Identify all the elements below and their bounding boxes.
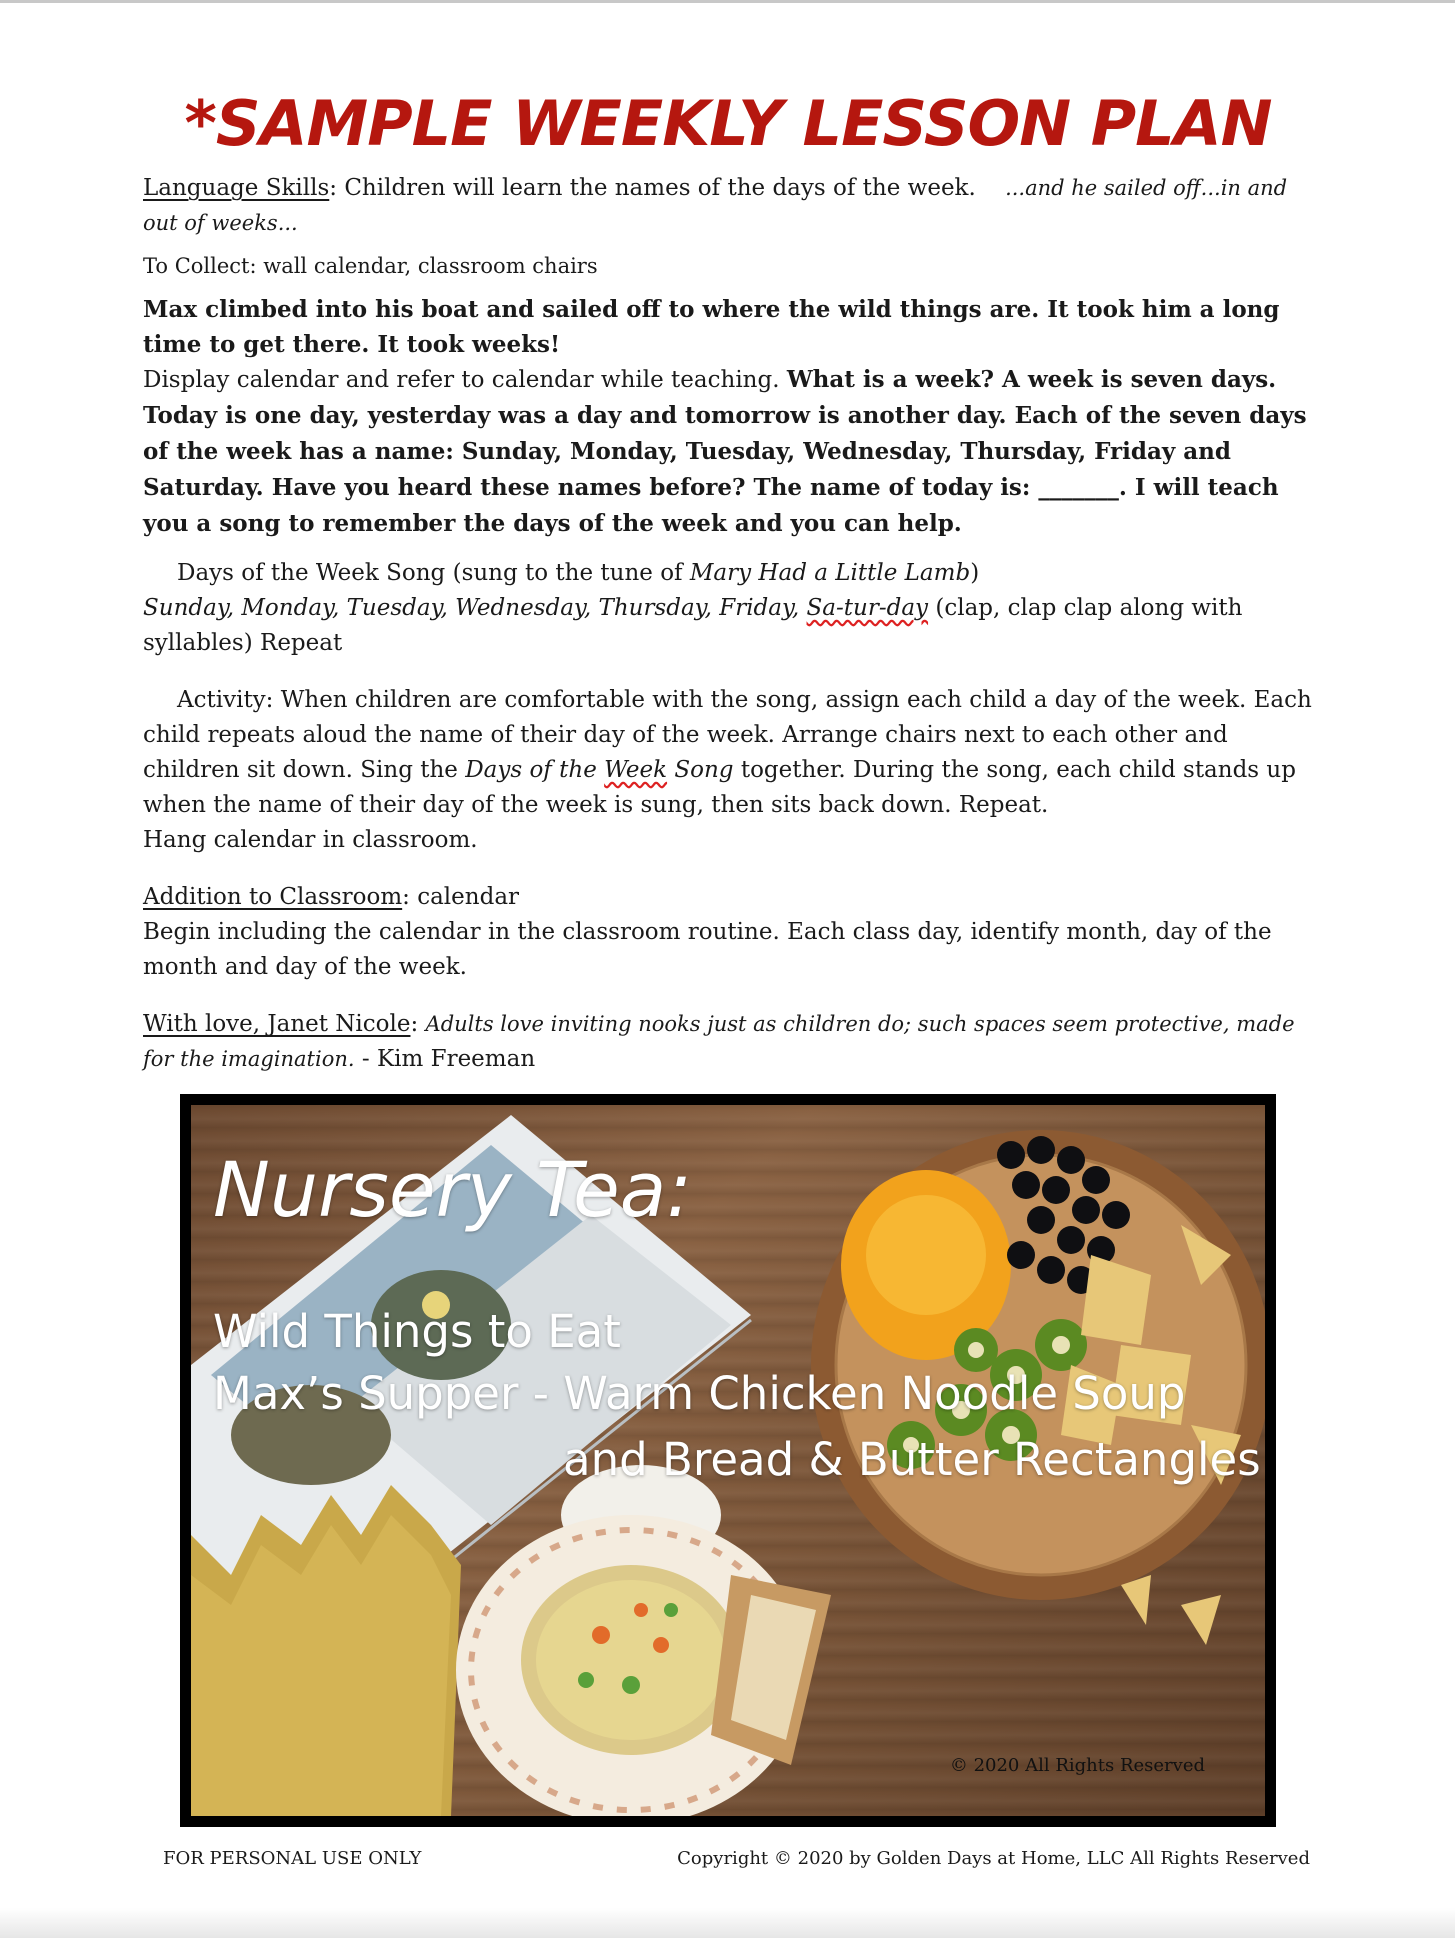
addition-body: Begin including the calendar in the classroom routine. Each class day, identify month, day of the month and day of the week. bbox=[143, 919, 1272, 981]
addition-label: Addition to Classroom bbox=[143, 884, 403, 911]
hang-calendar: Hang calendar in classroom. bbox=[143, 827, 478, 854]
nursery-tea-title: Nursery Tea: bbox=[213, 1145, 692, 1234]
to-collect: To Collect: wall calendar, classroom chairs bbox=[143, 254, 598, 279]
top-border bbox=[0, 0, 1455, 3]
photo-copyright: © 2020 All Rights Reserved bbox=[949, 1755, 1205, 1776]
song-intro-text: Days of the Week Song (sung to the tune of bbox=[177, 560, 690, 587]
lesson-plan-page bbox=[143, 88, 1313, 1077]
footer-copyright: Copyright © 2020 by Golden Days at Home, LLC All Rights Reserved bbox=[677, 1848, 1310, 1869]
song-tail: (clap, clap clap along with syllables) Repeat bbox=[143, 595, 1243, 657]
song-tune: Mary Had a Little Lamb bbox=[689, 560, 971, 587]
song-saturday: Sa-tur-day bbox=[806, 595, 929, 622]
with-love-paragraph bbox=[143, 1007, 1313, 1077]
footer-personal-use: FOR PERSONAL USE ONLY bbox=[163, 1848, 422, 1869]
language-skills-label: Language Skills bbox=[143, 175, 330, 202]
with-love-label: With love, Janet Nicole bbox=[143, 1011, 411, 1038]
bread-butter-line: and Bread & Butter Rectangles bbox=[563, 1433, 1261, 1486]
activity-song-b: Week bbox=[604, 757, 668, 784]
language-skills-quote: ...and he sailed off...in and out of weeks... bbox=[143, 176, 1288, 236]
song-intro-end: ) bbox=[970, 560, 980, 587]
with-love-quote: Adults love inviting nooks just as children do; such spaces seem protective, made for the imagination. bbox=[143, 1012, 1295, 1072]
activity-text-2: together. During the song, each child stands up when the name of their day of the week is sung, then sits back down. Repeat. bbox=[143, 757, 1296, 819]
addition-text: : calendar bbox=[402, 884, 520, 911]
nursery-tea-photo bbox=[180, 1094, 1276, 1827]
display-plain: Display calendar and refer to calendar while teaching. bbox=[143, 367, 787, 394]
song-lyrics bbox=[143, 591, 1313, 661]
activity-paragraph bbox=[143, 683, 1313, 823]
song-days: Sunday, Monday, Tuesday, Wednesday, Thursday, Friday, bbox=[143, 595, 807, 622]
display-bold: What is a week? A week is seven days. Today is one day, yesterday was a day and tomorrow is another day. Each of the seven days of the week has a name: Sunday, Monday, Tuesday, Wednesday, Thursday, Friday and Saturday. Have you heard these names before? The name of today is: _______. I will teach you a song to remember the days of the week and you can help. bbox=[143, 366, 1307, 538]
with-love-colon: : bbox=[410, 1011, 426, 1038]
photo-scene bbox=[191, 1105, 1265, 1816]
activity-text-1: Activity: When children are comfortable with the song, assign each child a day of the week. Each child repeats aloud the name of their day of the week. Arrange chairs next to each other and children sit down. Sing the bbox=[143, 687, 1312, 784]
wild-things-line: Wild Things to Eat bbox=[213, 1305, 621, 1358]
activity-song-a: Days of the bbox=[465, 757, 605, 784]
song-intro bbox=[143, 556, 1313, 591]
language-skills-text: : Children will learn the names of the days of the week. bbox=[329, 175, 976, 202]
bottom-shade bbox=[0, 1908, 1455, 1938]
activity-song-c: Song bbox=[667, 757, 734, 784]
page-title: *SAMPLE WEEKLY LESSON PLAN bbox=[184, 87, 1272, 160]
display-paragraph bbox=[143, 362, 1313, 542]
story-intro: Max climbed into his boat and sailed off to where the wild things are. It took him a long time to get there. It took weeks! bbox=[143, 296, 1280, 359]
max-supper-line: Max’s Supper - Warm Chicken Noodle Soup bbox=[213, 1367, 1186, 1420]
addition-heading bbox=[143, 880, 1313, 915]
with-love-author: - Kim Freeman bbox=[354, 1046, 536, 1073]
language-skills-paragraph bbox=[143, 171, 1313, 241]
